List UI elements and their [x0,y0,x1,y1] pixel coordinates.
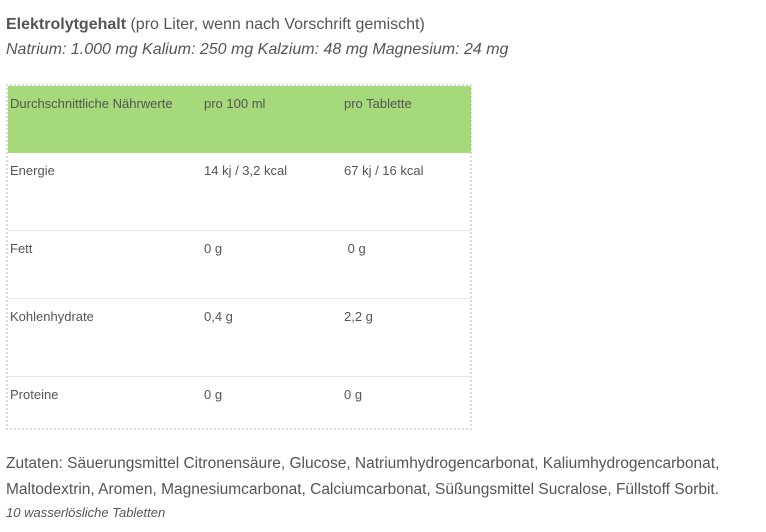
nutrition-table-container [6,84,472,430]
header-per-tablet: pro Tablette [342,86,471,153]
row-label-fat: Fett [8,230,202,298]
carbohydrates-per-tablet: 2,2 g [342,298,471,376]
table-row [8,298,471,376]
electrolyte-heading-note: (pro Liter, wenn nach Vorschrift gemischt) [126,16,425,33]
fat-per-100ml: 0 g [202,230,342,298]
row-label-carbohydrates: Kohlenhydrate [8,298,202,376]
electrolyte-heading-bold: Elektrolytgehalt [6,16,127,33]
table-row [8,376,471,428]
row-label-energy: Energie [8,153,202,230]
protein-per-tablet: 0 g [344,386,363,402]
energy-per-100ml: 14 kj / 3,2 kcal [202,153,342,230]
package-content-note: 10 wasserlösliche Tabletten [6,505,166,520]
protein-per-100ml: 0 g [204,386,223,402]
table-header-row [8,86,471,153]
row-label-protein: Proteine [10,386,59,402]
table-row [8,230,471,298]
header-nutrients: Durchschnittliche Nährwerte [8,86,202,153]
fat-per-tablet: 0 g [342,230,471,298]
carbohydrates-per-100ml: 0,4 g [202,298,342,376]
electrolyte-heading [6,15,425,35]
energy-per-tablet: 67 kj / 16 kcal [342,153,471,230]
header-per-100ml: pro 100 ml [202,86,342,153]
ingredients-text: Zutaten: Säuerungsmittel Citronensäure, Glucose, Natriumhydrogencarbonat, Kaliumhydrogencarbonat, Maltodextrin, Aromen, Magnesiumcarbonat, Calciumcarbonat, Süßungsmittel Sucralose, Füllstoff Sorbit. [6,455,720,498]
mineral-content: Natrium: 1.000 mg Kalium: 250 mg Kalzium: 48 mg Magnesium: 24 mg [6,41,509,58]
table-row [8,153,471,230]
nutrition-table [8,86,471,428]
